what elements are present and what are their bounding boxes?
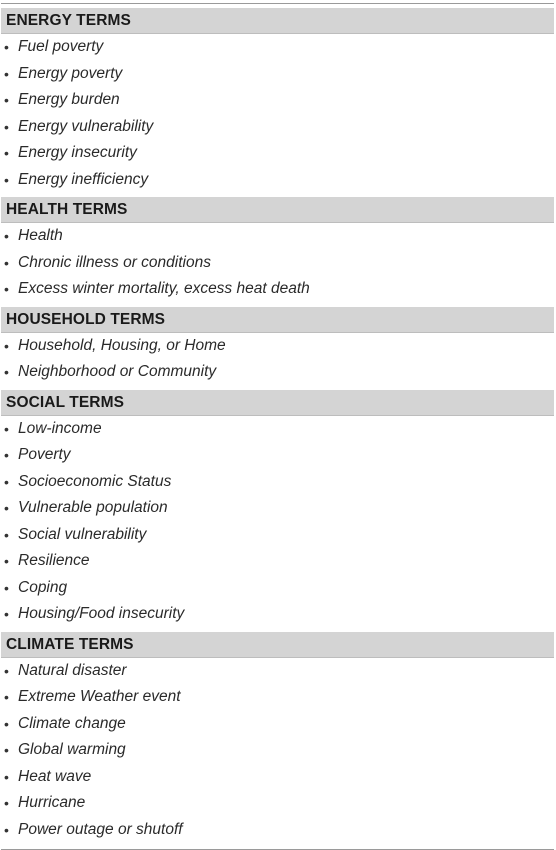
list-item-label: Socioeconomic Status bbox=[18, 472, 172, 490]
list-item-label: Excess winter mortality, excess heat death bbox=[18, 280, 310, 297]
list-item bbox=[1, 737, 554, 764]
bullet-icon: • bbox=[4, 553, 9, 569]
bullet-icon: • bbox=[4, 337, 9, 354]
bullet-icon: • bbox=[4, 579, 9, 596]
list-item bbox=[1, 684, 554, 711]
list-item-label: Energy burden bbox=[18, 91, 120, 108]
bullet-icon: • bbox=[4, 364, 9, 380]
list-item-label: Poverty bbox=[18, 446, 71, 463]
list-item-label: Extreme Weather event bbox=[18, 688, 181, 705]
section-header: CLIMATE TERMS bbox=[1, 632, 554, 658]
bullet-icon: • bbox=[4, 473, 9, 490]
bullet-icon: • bbox=[4, 606, 9, 622]
list-item bbox=[1, 140, 554, 167]
section-items bbox=[1, 34, 554, 193]
bullet-icon: • bbox=[4, 92, 9, 108]
section-header: HOUSEHOLD TERMS bbox=[1, 307, 554, 333]
list-item-label: Heat wave bbox=[18, 767, 92, 785]
list-item-label: Global warming bbox=[18, 741, 126, 758]
list-item bbox=[1, 114, 554, 141]
bullet-icon: • bbox=[4, 662, 9, 679]
bullet-icon: • bbox=[4, 689, 9, 705]
section-items bbox=[1, 223, 554, 303]
list-item bbox=[1, 87, 554, 114]
list-item-label: Power outage or shutoff bbox=[18, 820, 183, 838]
list-item-label: Energy inefficiency bbox=[18, 170, 149, 188]
list-item-label: Fuel poverty bbox=[18, 38, 104, 55]
bullet-icon: • bbox=[4, 420, 9, 437]
terms-table bbox=[1, 3, 554, 843]
list-item-label: Chronic illness or conditions bbox=[18, 253, 211, 271]
list-item-label: Housing/Food insecurity bbox=[18, 605, 185, 622]
bullet-icon: • bbox=[4, 65, 9, 82]
list-item-label: Climate change bbox=[18, 714, 126, 732]
list-item-label: Energy vulnerability bbox=[18, 117, 154, 135]
bullet-icon: • bbox=[4, 500, 9, 516]
list-item bbox=[1, 522, 554, 549]
bullet-icon: • bbox=[4, 145, 9, 161]
list-item bbox=[1, 223, 554, 250]
section-header: HEALTH TERMS bbox=[1, 197, 554, 223]
list-item bbox=[1, 276, 554, 303]
list-item-label: Health bbox=[18, 227, 63, 244]
bullet-icon: • bbox=[4, 526, 9, 543]
list-item bbox=[1, 61, 554, 88]
list-item bbox=[1, 790, 554, 817]
list-item bbox=[1, 601, 554, 628]
list-item-label: Coping bbox=[18, 578, 68, 596]
list-item bbox=[1, 34, 554, 61]
list-item-label: Vulnerable population bbox=[18, 499, 168, 516]
list-item bbox=[1, 333, 554, 360]
section-items bbox=[1, 658, 554, 844]
list-item-label: Social vulnerability bbox=[18, 525, 147, 543]
list-item bbox=[1, 711, 554, 738]
list-item-label: Natural disaster bbox=[18, 661, 127, 679]
list-item bbox=[1, 817, 554, 844]
list-item bbox=[1, 250, 554, 277]
bullet-icon: • bbox=[4, 171, 9, 188]
list-item bbox=[1, 442, 554, 469]
section-header: ENERGY TERMS bbox=[1, 8, 554, 34]
list-item-label: Neighborhood or Community bbox=[18, 363, 217, 380]
list-item bbox=[1, 495, 554, 522]
bullet-icon: • bbox=[4, 228, 9, 244]
bullet-icon: • bbox=[4, 281, 9, 297]
list-item-label: Household, Housing, or Home bbox=[18, 336, 226, 354]
bullet-icon: • bbox=[4, 742, 9, 758]
section-header: SOCIAL TERMS bbox=[1, 390, 554, 416]
list-item-label: Low-income bbox=[18, 419, 102, 437]
list-item bbox=[1, 658, 554, 685]
bullet-icon: • bbox=[4, 254, 9, 271]
bullet-icon: • bbox=[4, 447, 9, 463]
list-item bbox=[1, 764, 554, 791]
list-item bbox=[1, 469, 554, 496]
section-items bbox=[1, 416, 554, 628]
list-item-label: Energy poverty bbox=[18, 64, 123, 82]
list-item-label: Hurricane bbox=[18, 794, 86, 811]
section-items bbox=[1, 333, 554, 386]
list-item-label: Resilience bbox=[18, 552, 90, 569]
bullet-icon: • bbox=[4, 118, 9, 135]
bullet-icon: • bbox=[4, 821, 9, 838]
bullet-icon: • bbox=[4, 768, 9, 785]
list-item bbox=[1, 548, 554, 575]
bullet-icon: • bbox=[4, 715, 9, 732]
list-item bbox=[1, 416, 554, 443]
list-item bbox=[1, 167, 554, 194]
list-item bbox=[1, 575, 554, 602]
bullet-icon: • bbox=[4, 39, 9, 55]
bullet-icon: • bbox=[4, 795, 9, 811]
list-item bbox=[1, 359, 554, 386]
list-item-label: Energy insecurity bbox=[18, 144, 137, 161]
